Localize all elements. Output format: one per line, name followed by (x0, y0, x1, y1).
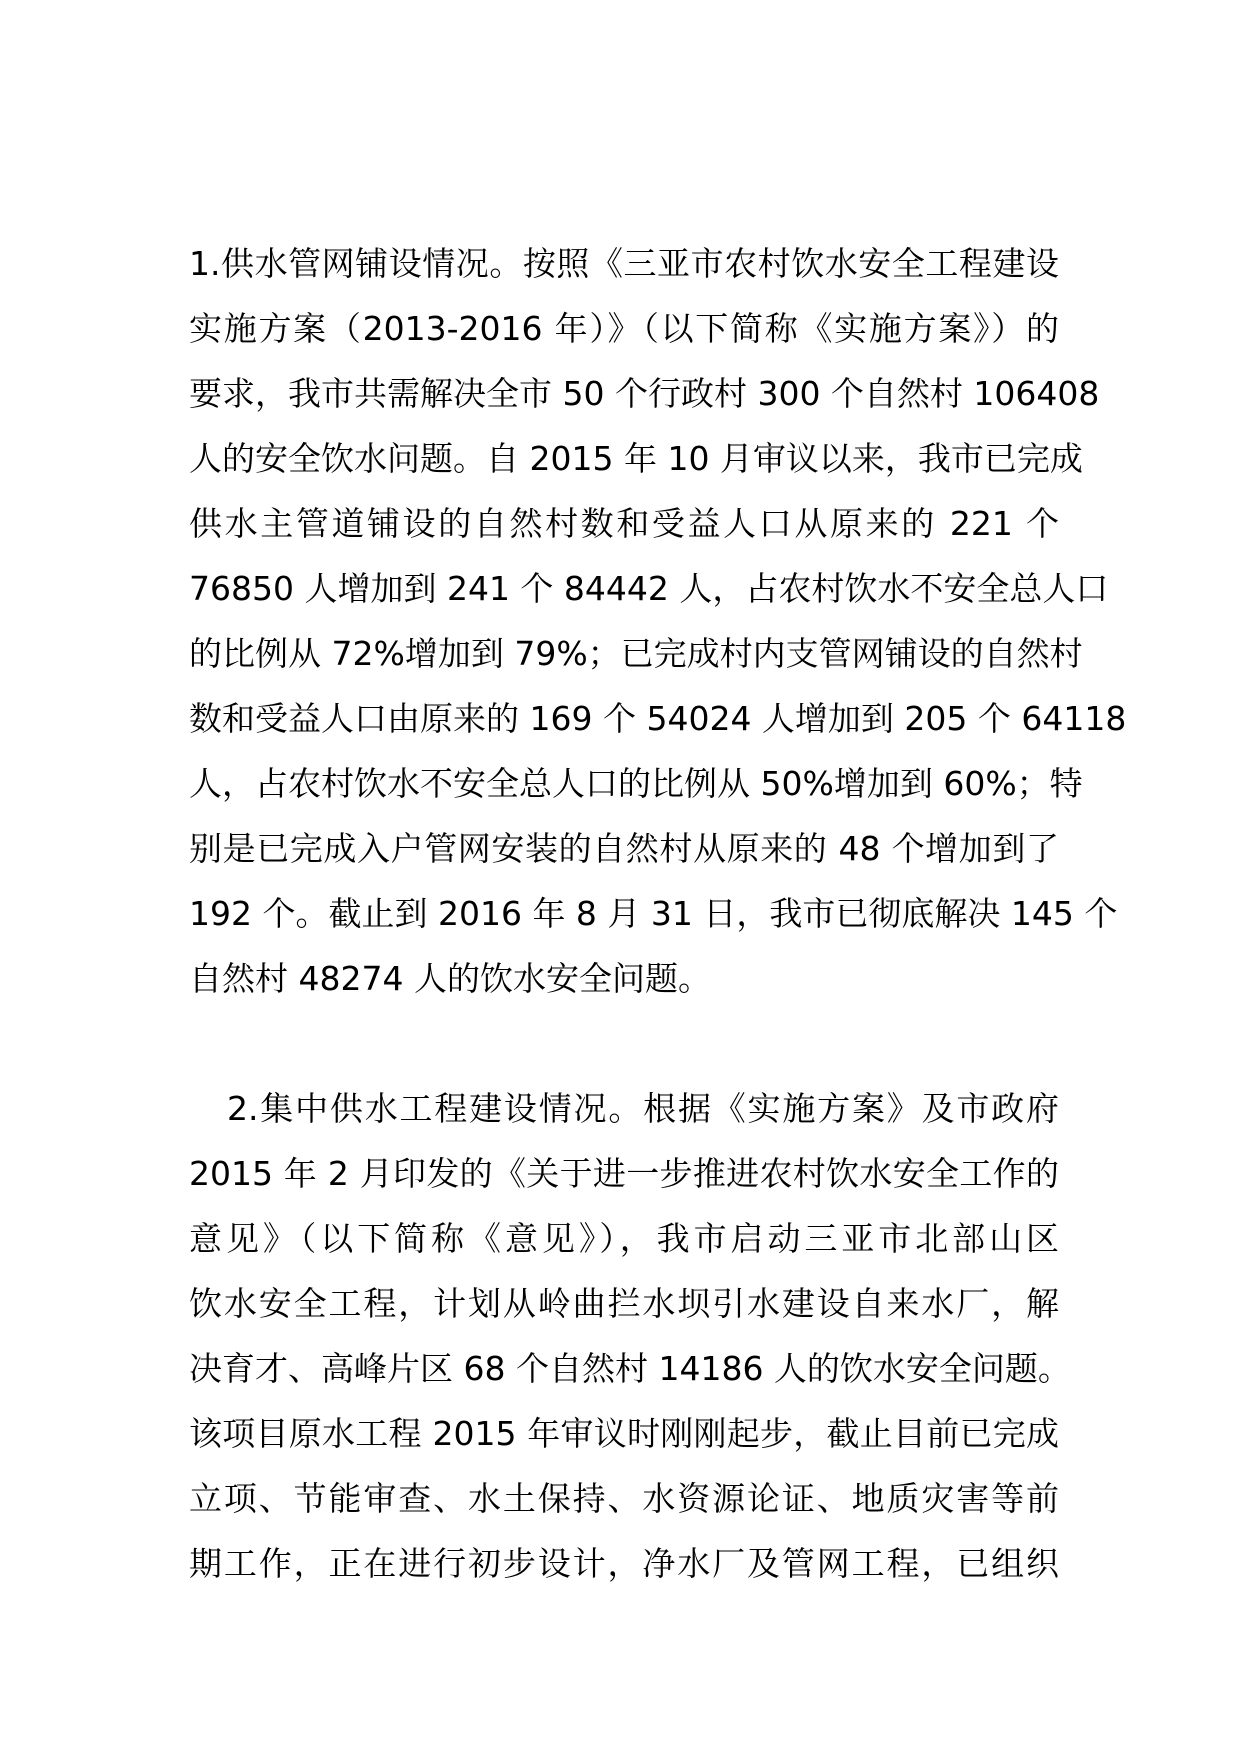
text-line: 立项、节能审查、水土保持、水资源论证、地质灾害等前 (189, 1479, 1059, 1518)
text-line: 76850 人增加到 241 个 84442 人，占农村饮水不安全总人口 (189, 569, 1109, 608)
text-line: 该项目原水工程 2015 年审议时刚刚起步，截止目前已完成 (189, 1414, 1059, 1453)
text-line: 供水主管道铺设的自然村数和受益人口从原来的 221 个 (189, 504, 1059, 543)
text-line: 的比例从 72%增加到 79%；已完成村内支管网铺设的自然村 (189, 634, 1083, 673)
text-line: 人，占农村饮水不安全总人口的比例从 50%增加到 60%；特 (189, 764, 1083, 803)
text-line: 192 个。截止到 2016 年 8 月 31 日，我市已彻底解决 145 个 (189, 894, 1118, 933)
text-line-first: 2.集中供水工程建设情况。根据《实施方案》及市政府 (227, 1089, 1059, 1128)
text-line-last: 自然村 48274 人的饮水安全问题。 (189, 959, 711, 998)
paragraph-water-pipe-network (189, 231, 1127, 1011)
text-line: 饮水安全工程，计划从岭曲拦水坝引水建设自来水厂，解 (189, 1284, 1059, 1323)
text-line: 实施方案（2013-2016 年）》（以下简称《实施方案》）的 (189, 309, 1059, 348)
text-line: 别是已完成入户管网安装的自然村从原来的 48 个增加到了 (189, 829, 1059, 868)
text-line: 决育才、高峰片区 68 个自然村 14186 人的饮水安全问题。 (189, 1349, 1071, 1388)
paragraph-centralized-water-supply (189, 1076, 1071, 1596)
text-line: 期工作，正在进行初步设计，净水厂及管网工程，已组织 (189, 1544, 1059, 1583)
text-line: 数和受益人口由原来的 169 个 54024 人增加到 205 个 64118 (189, 699, 1127, 738)
text-line: 1.供水管网铺设情况。按照《三亚市农村饮水安全工程建设 (189, 244, 1059, 283)
text-line: 2015 年 2 月印发的《关于进一步推进农村饮水安全工作的 (189, 1154, 1059, 1193)
text-line: 意见》（以下简称《意见》），我市启动三亚市北部山区 (189, 1219, 1059, 1258)
text-line: 要求，我市共需解决全市 50 个行政村 300 个自然村 106408 (189, 374, 1100, 413)
text-line: 人的安全饮水问题。自 2015 年 10 月审议以来，我市已完成 (189, 439, 1083, 478)
